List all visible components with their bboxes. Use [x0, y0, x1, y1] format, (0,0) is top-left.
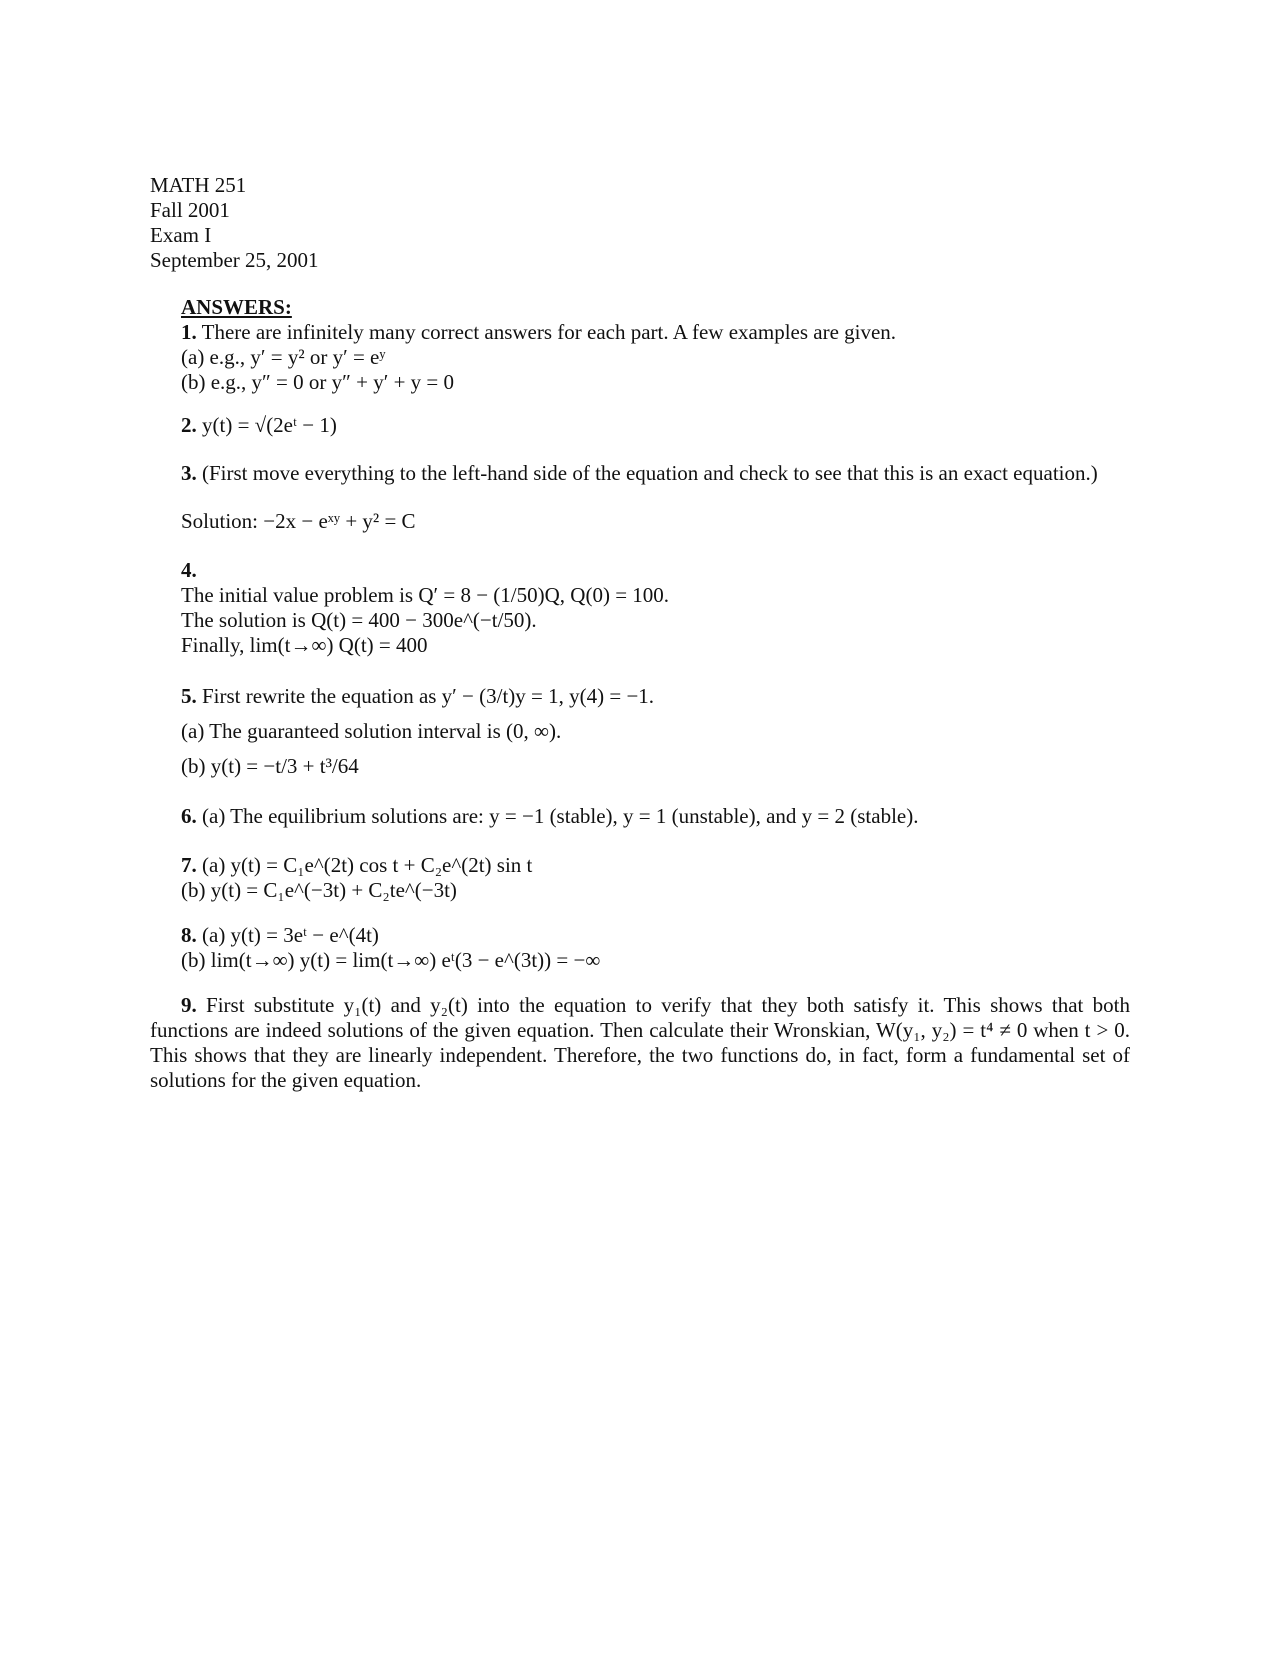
answer-6-number: 6.: [181, 804, 197, 828]
answer-5b: (b) y(t) = −t/3 + t³/64: [181, 754, 359, 778]
answer-3-solution: Solution: −2x − eˣʸ + y² = C: [181, 509, 416, 533]
answer-3-number: 3.: [181, 461, 197, 485]
answer-5-text: First rewrite the equation as y′ − (3/t)y = 1, y(4) = −1.: [202, 684, 655, 708]
answer-3-text: (First move everything to the left-hand side of the equation and check to see that this is an exact equation.): [202, 461, 1098, 485]
exam-header: [150, 173, 319, 273]
answer-4: [181, 558, 1130, 658]
answer-1-number: 1.: [181, 320, 197, 344]
answer-5-number: 5.: [181, 684, 197, 708]
answers-title: ANSWERS:: [181, 295, 292, 319]
answer-9-number: 9.: [181, 993, 197, 1017]
answer-3: [150, 461, 1130, 486]
course-name: MATH 251: [150, 173, 247, 197]
answer-1: [181, 320, 1130, 345]
answers-section: [181, 295, 1130, 395]
answer-7a: (a) y(t) = C₁e^(2t) cos t + C₂e^(2t) sin t: [202, 853, 533, 877]
answer-9-text: First substitute y₁(t) and y₂(t) into the equation to verify that they both satisfy it. This shows that both functions are indeed solutions of the given equation. Then calculate their Wronskian, W(y₁, y₂) = t⁴ ≠ 0 when t > 0. This shows that they are linearly independent. Therefore, the two functions do, in fact, form a fundamental set of solutions for the given equation.: [150, 993, 1131, 1092]
answer-5: [181, 684, 1130, 779]
answer-2-text: y(t) = √(2eᵗ − 1): [202, 413, 337, 437]
answer-6: [181, 804, 1130, 829]
answer-4-ivp: The initial value problem is Q′ = 8 − (1/50)Q, Q(0) = 100.: [181, 583, 670, 607]
answer-7: [181, 853, 1130, 903]
term: Fall 2001: [150, 198, 230, 222]
answer-1b: (b) e.g., y″ = 0 or y″ + y′ + y = 0: [181, 370, 455, 394]
answer-1-text: There are infinitely many correct answers for each part. A few examples are given.: [201, 320, 897, 344]
answer-7-number: 7.: [181, 853, 197, 877]
answer-6-text: (a) The equilibrium solutions are: y = −1 (stable), y = 1 (unstable), and y = 2 (stable).: [202, 804, 919, 828]
exam-name: Exam I: [150, 223, 212, 247]
answer-4-solution: The solution is Q(t) = 400 − 300e^(−t/50).: [181, 608, 537, 632]
answer-7b: (b) y(t) = C₁e^(−3t) + C₂te^(−3t): [181, 878, 457, 902]
answer-9: [150, 993, 1130, 1093]
answer-5a: (a) The guaranteed solution interval is (0, ∞).: [181, 719, 562, 743]
answer-8-number: 8.: [181, 923, 197, 947]
answer-4-limit: Finally, lim(t→∞) Q(t) = 400: [181, 633, 428, 657]
answer-2-number: 2.: [181, 413, 197, 437]
exam-date: September 25, 2001: [150, 248, 319, 272]
answer-2: [181, 413, 1130, 438]
answer-4-number: 4.: [181, 558, 197, 582]
answer-1a: (a) e.g., y′ = y² or y′ = eʸ: [181, 345, 386, 369]
answer-8a: (a) y(t) = 3eᵗ − e^(4t): [202, 923, 379, 947]
answer-8b: (b) lim(t→∞) y(t) = lim(t→∞) eᵗ(3 − e^(3t)) = −∞: [181, 948, 601, 972]
answer-8: [181, 923, 1130, 973]
